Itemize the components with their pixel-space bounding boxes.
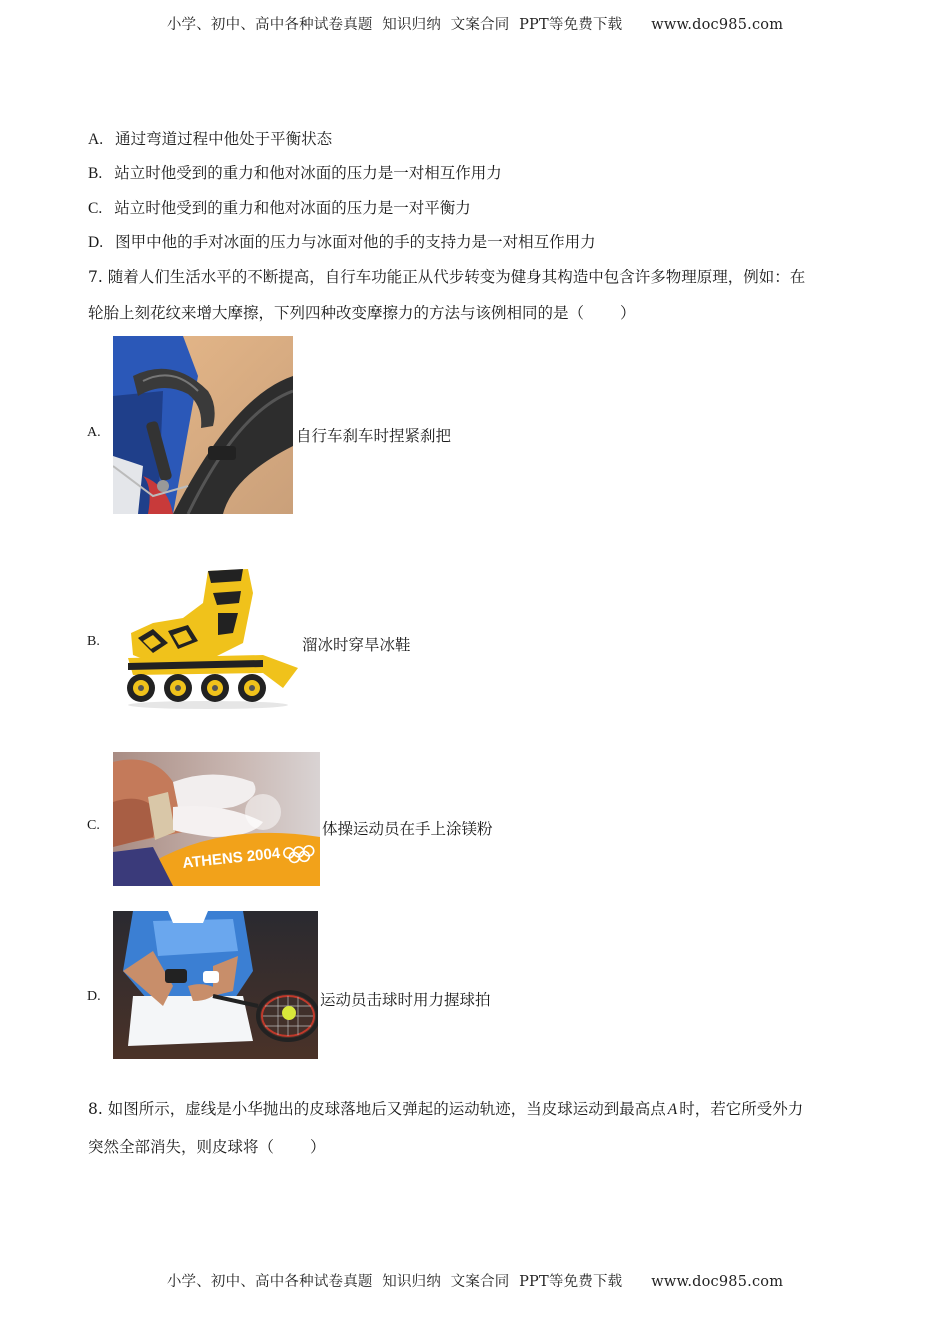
gymnast-chalk-image xyxy=(113,752,320,886)
tennis-player-image xyxy=(113,911,318,1059)
q8-stem-text-b: 时，若它所受外力 xyxy=(679,1100,804,1118)
footer-banner: 小学、初中、高中各种试卷真题 知识归纳 文案合同 PPT等免费下载 www.doc985.com xyxy=(166,1274,784,1290)
q6-option-a xyxy=(88,127,332,149)
q8-stem-text-c: 突然全部消失，则皮球将（ xyxy=(88,1138,275,1156)
option-text: 图甲中他的手对冰面的压力与冰面对他的手的支持力是一对相互作用力 xyxy=(115,233,596,251)
q7-choice-d-caption: 运动员击球时用力握球拍 xyxy=(320,991,491,1009)
q8-stem-line2 xyxy=(88,1135,326,1157)
option-text: 站立时他受到的重力和他对冰面的压力是一对平衡力 xyxy=(114,199,471,217)
q7-stem-text: 轮胎上刻花纹来增大摩擦，下列四种改变摩擦力的方法与该例相同的是（ xyxy=(88,304,585,322)
athens-2004-text: ATHENS 2004 xyxy=(181,844,281,872)
q6-option-d xyxy=(88,230,596,252)
q7-choice-c-caption: 体操运动员在手上涂镁粉 xyxy=(322,820,493,838)
q6-option-c xyxy=(88,196,471,218)
q7-choice-b-caption: 溜冰时穿旱冰鞋 xyxy=(302,636,411,654)
option-text: 站立时他受到的重力和他对冰面的压力是一对相互作用力 xyxy=(114,164,502,182)
q8-stem-text-a: 8. 如图所示，虚线是小华抛出的皮球落地后又弹起的运动轨迹，当皮球运动到最高点 xyxy=(88,1100,666,1118)
inline-skate-image xyxy=(113,563,298,711)
q7-choice-a-letter: A. xyxy=(87,425,101,440)
q8-paren-close: ） xyxy=(310,1138,326,1156)
option-text: 通过弯道过程中他处于平衡状态 xyxy=(115,130,333,148)
header-banner: 小学、初中、高中各种试卷真题 知识归纳 文案合同 PPT等免费下载 www.doc985.com xyxy=(166,17,784,33)
option-letter: D. xyxy=(88,234,104,251)
q7-stem-line2 xyxy=(88,301,636,323)
q7-choice-b-letter: B. xyxy=(87,634,100,649)
option-letter: B. xyxy=(88,165,103,182)
bicycle-brake-image xyxy=(113,336,293,514)
q7-choice-d-letter: D. xyxy=(87,989,101,1004)
q7-stem-line1: 7. 随着人们生活水平的不断提高，自行车功能正从代步转变为健身其构造中包含许多物理原理，例如：在 xyxy=(88,268,806,286)
q7-paren-close: ） xyxy=(620,304,636,322)
q6-option-b xyxy=(88,161,502,183)
q8-stem-line1 xyxy=(88,1097,803,1119)
option-letter: C. xyxy=(88,200,103,217)
q7-choice-c-letter: C. xyxy=(87,818,100,833)
option-letter: A. xyxy=(88,131,104,148)
q7-choice-a-caption: 自行车刹车时捏紧刹把 xyxy=(296,427,452,445)
q8-point-label: A xyxy=(667,1101,678,1118)
